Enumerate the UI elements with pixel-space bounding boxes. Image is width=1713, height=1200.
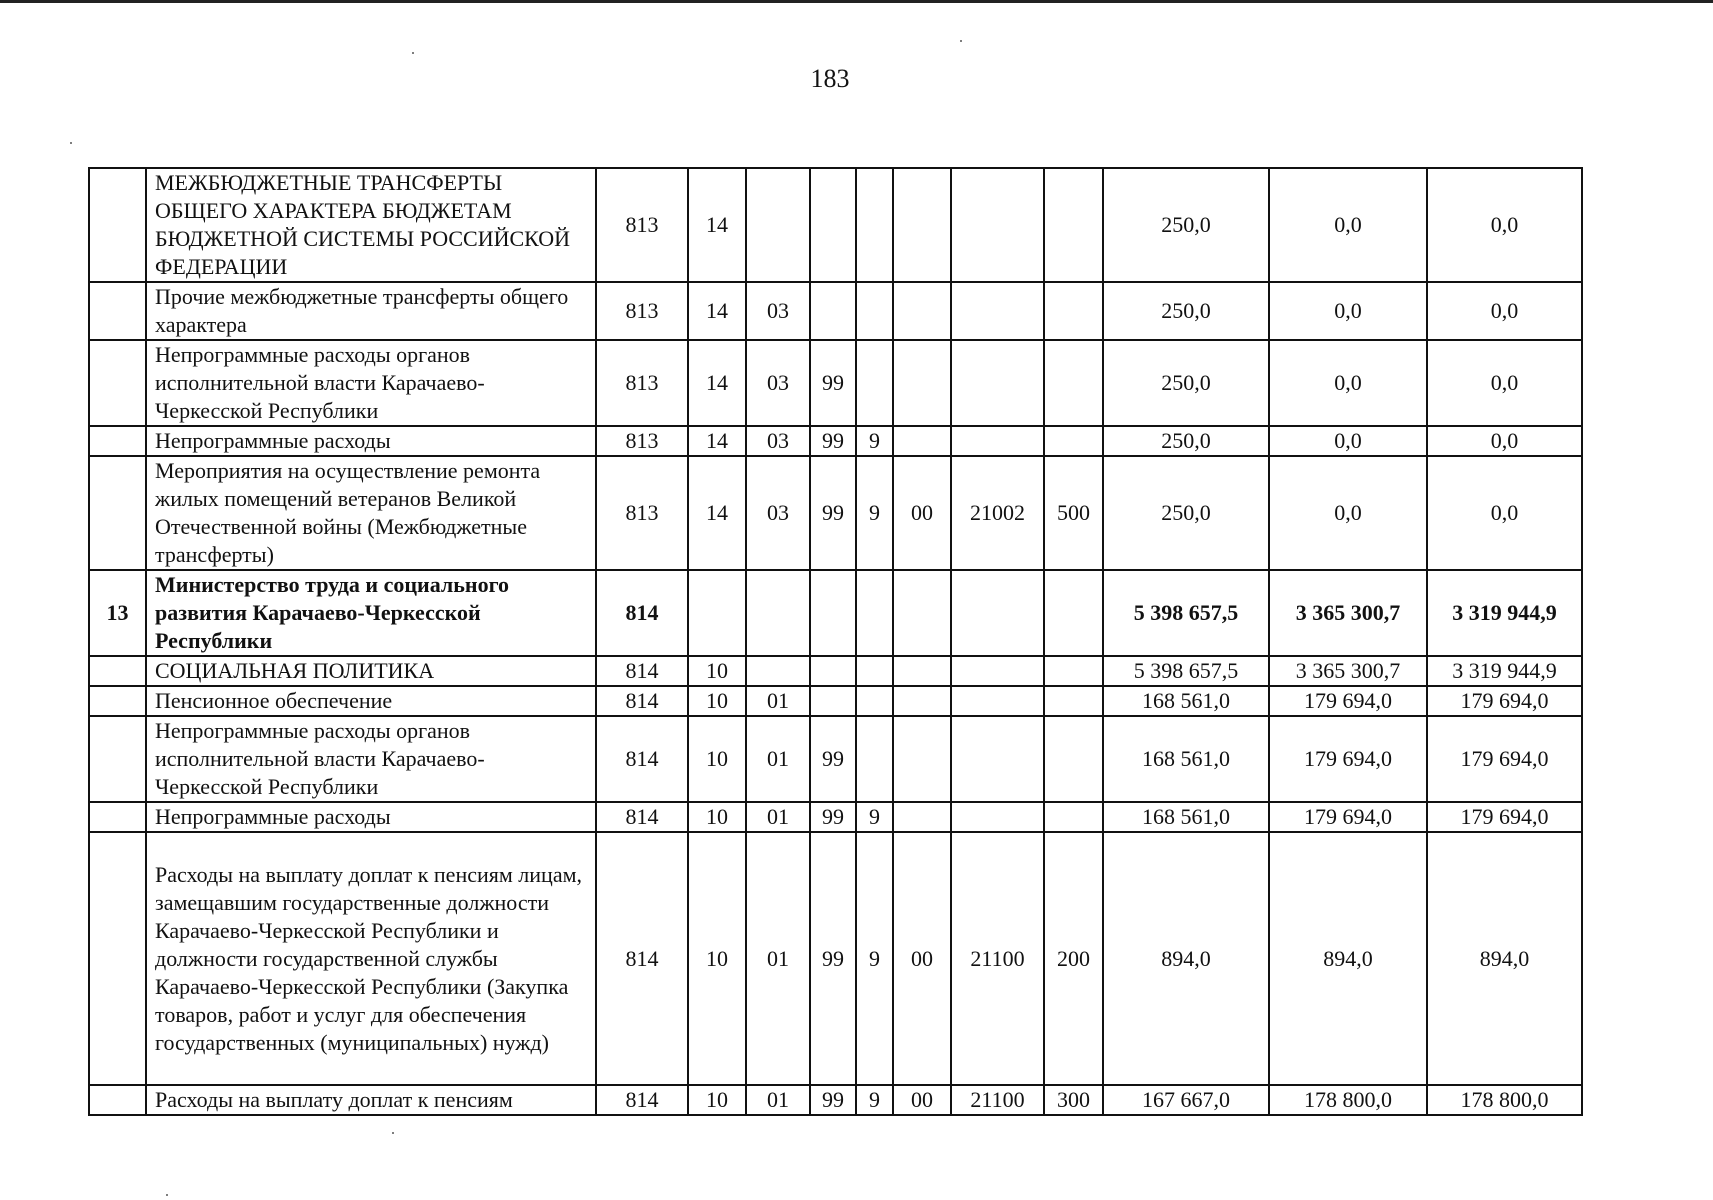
code-group: 00 (893, 456, 951, 570)
amount-year-2: 3 365 300,7 (1269, 570, 1427, 656)
amount-year-2: 178 800,0 (1269, 1085, 1427, 1115)
code-ministry: 814 (596, 802, 688, 832)
code-section: 14 (688, 426, 746, 456)
amount-year-1: 250,0 (1103, 426, 1269, 456)
code-subprogram: 9 (856, 426, 893, 456)
row-name: Прочие межбюджетные трансферты общего характера (146, 282, 596, 340)
code-ministry: 814 (596, 716, 688, 802)
code-subprogram (856, 340, 893, 426)
code-section: 10 (688, 802, 746, 832)
code-group (893, 340, 951, 426)
row-name: Непрограммные расходы (146, 426, 596, 456)
scan-top-rule (0, 0, 1713, 3)
amount-year-3: 3 319 944,9 (1427, 570, 1582, 656)
amount-year-2: 0,0 (1269, 456, 1427, 570)
row-name: Непрограммные расходы (146, 802, 596, 832)
code-section: 14 (688, 168, 746, 282)
amount-year-3: 179 694,0 (1427, 716, 1582, 802)
amount-year-2: 0,0 (1269, 340, 1427, 426)
code-subsection: 03 (746, 426, 810, 456)
code-program (810, 656, 856, 686)
row-number (89, 340, 146, 426)
code-subprogram (856, 570, 893, 656)
code-article: 21100 (951, 1085, 1044, 1115)
code-expense-type: 500 (1044, 456, 1103, 570)
code-subprogram: 9 (856, 456, 893, 570)
amount-year-2: 0,0 (1269, 282, 1427, 340)
amount-year-3: 0,0 (1427, 456, 1582, 570)
code-subsection: 03 (746, 456, 810, 570)
code-group (893, 282, 951, 340)
table-row (89, 570, 1582, 656)
table-row (89, 716, 1582, 802)
code-section: 10 (688, 656, 746, 686)
amount-year-3: 0,0 (1427, 340, 1582, 426)
code-program (810, 686, 856, 716)
row-number (89, 456, 146, 570)
code-subprogram (856, 282, 893, 340)
row-number (89, 168, 146, 282)
code-program (810, 570, 856, 656)
amount-year-1: 250,0 (1103, 456, 1269, 570)
code-subsection: 01 (746, 686, 810, 716)
amount-year-2: 179 694,0 (1269, 716, 1427, 802)
code-section: 10 (688, 716, 746, 802)
code-section: 10 (688, 686, 746, 716)
scan-speck (960, 40, 962, 42)
page-number: 183 (810, 64, 850, 93)
code-article (951, 168, 1044, 282)
scan-speck (392, 1132, 394, 1134)
row-name: Расходы на выплату доплат к пенсиям лицам, замещавшим государственные должности Карачаево-Черкесской Республики и должности государственной службы Карачаево-Черкесской Республики (Закупка товаров, работ и услуг для обеспечения государственных (муниципальных) нужд) (146, 832, 596, 1085)
code-group (893, 656, 951, 686)
code-subsection (746, 570, 810, 656)
code-group (893, 686, 951, 716)
amount-year-1: 894,0 (1103, 832, 1269, 1085)
code-section: 14 (688, 340, 746, 426)
code-ministry: 813 (596, 340, 688, 426)
row-number (89, 282, 146, 340)
row-number (89, 832, 146, 1085)
code-ministry: 814 (596, 1085, 688, 1115)
row-name: Пенсионное обеспечение (146, 686, 596, 716)
code-ministry: 813 (596, 456, 688, 570)
code-article (951, 686, 1044, 716)
table-row (89, 686, 1582, 716)
row-name: МЕЖБЮДЖЕТНЫЕ ТРАНСФЕРТЫ ОБЩЕГО ХАРАКТЕРА БЮДЖЕТАМ БЮДЖЕТНОЙ СИСТЕМЫ РОССИЙСКОЙ ФЕДЕРАЦИИ (146, 168, 596, 282)
code-group (893, 716, 951, 802)
scan-speck (412, 52, 414, 54)
code-expense-type (1044, 656, 1103, 686)
code-subsection: 01 (746, 1085, 810, 1115)
amount-year-2: 3 365 300,7 (1269, 656, 1427, 686)
amount-year-1: 250,0 (1103, 282, 1269, 340)
amount-year-3: 0,0 (1427, 282, 1582, 340)
amount-year-3: 894,0 (1427, 832, 1582, 1085)
row-number (89, 716, 146, 802)
table-row (89, 168, 1582, 282)
code-subprogram (856, 686, 893, 716)
code-program: 99 (810, 802, 856, 832)
row-number (89, 1085, 146, 1115)
code-subprogram (856, 716, 893, 802)
amount-year-3: 0,0 (1427, 168, 1582, 282)
code-program: 99 (810, 716, 856, 802)
code-subprogram: 9 (856, 1085, 893, 1115)
code-program: 99 (810, 1085, 856, 1115)
amount-year-1: 5 398 657,5 (1103, 656, 1269, 686)
code-article (951, 570, 1044, 656)
amount-year-1: 168 561,0 (1103, 716, 1269, 802)
code-article: 21002 (951, 456, 1044, 570)
code-subprogram (856, 168, 893, 282)
code-expense-type (1044, 716, 1103, 802)
code-program: 99 (810, 456, 856, 570)
code-ministry: 813 (596, 282, 688, 340)
code-article: 21100 (951, 832, 1044, 1085)
code-subprogram: 9 (856, 832, 893, 1085)
table-row (89, 426, 1582, 456)
code-expense-type: 200 (1044, 832, 1103, 1085)
code-ministry: 813 (596, 168, 688, 282)
code-article (951, 716, 1044, 802)
amount-year-3: 3 319 944,9 (1427, 656, 1582, 686)
table-row (89, 802, 1582, 832)
table-row (89, 832, 1582, 1085)
row-number (89, 686, 146, 716)
code-ministry: 814 (596, 686, 688, 716)
code-program (810, 282, 856, 340)
row-name: СОЦИАЛЬНАЯ ПОЛИТИКА (146, 656, 596, 686)
budget-table (88, 167, 1583, 1116)
code-subprogram: 9 (856, 802, 893, 832)
code-subsection: 03 (746, 282, 810, 340)
code-subsection (746, 168, 810, 282)
code-article (951, 340, 1044, 426)
row-number (89, 656, 146, 686)
table-row (89, 656, 1582, 686)
code-section: 14 (688, 282, 746, 340)
code-expense-type (1044, 168, 1103, 282)
code-expense-type (1044, 802, 1103, 832)
row-number (89, 426, 146, 456)
row-name: Непрограммные расходы органов исполнительной власти Карачаево-Черкесской Республики (146, 716, 596, 802)
code-expense-type (1044, 686, 1103, 716)
code-article (951, 802, 1044, 832)
scan-speck (70, 142, 72, 144)
code-group (893, 426, 951, 456)
amount-year-2: 0,0 (1269, 168, 1427, 282)
code-program (810, 168, 856, 282)
table-row (89, 282, 1582, 340)
code-ministry: 814 (596, 832, 688, 1085)
amount-year-2: 179 694,0 (1269, 686, 1427, 716)
code-subprogram (856, 656, 893, 686)
code-subsection: 01 (746, 716, 810, 802)
row-name: Непрограммные расходы органов исполнительной власти Карачаево-Черкесской Республики (146, 340, 596, 426)
code-ministry: 813 (596, 426, 688, 456)
amount-year-1: 167 667,0 (1103, 1085, 1269, 1115)
amount-year-1: 5 398 657,5 (1103, 570, 1269, 656)
code-subsection: 03 (746, 340, 810, 426)
code-program: 99 (810, 426, 856, 456)
code-expense-type: 300 (1044, 1085, 1103, 1115)
amount-year-3: 179 694,0 (1427, 686, 1582, 716)
code-expense-type (1044, 570, 1103, 656)
code-program: 99 (810, 340, 856, 426)
code-subsection: 01 (746, 802, 810, 832)
code-expense-type (1044, 340, 1103, 426)
amount-year-2: 894,0 (1269, 832, 1427, 1085)
code-section: 14 (688, 456, 746, 570)
code-expense-type (1044, 426, 1103, 456)
amount-year-1: 250,0 (1103, 340, 1269, 426)
code-program: 99 (810, 832, 856, 1085)
row-number (89, 802, 146, 832)
table-row (89, 340, 1582, 426)
amount-year-1: 250,0 (1103, 168, 1269, 282)
amount-year-1: 168 561,0 (1103, 802, 1269, 832)
code-expense-type (1044, 282, 1103, 340)
row-name: Министерство труда и социального развития Карачаево-Черкесской Республики (146, 570, 596, 656)
code-section (688, 570, 746, 656)
amount-year-3: 178 800,0 (1427, 1085, 1582, 1115)
amount-year-2: 179 694,0 (1269, 802, 1427, 832)
code-group (893, 570, 951, 656)
code-group: 00 (893, 832, 951, 1085)
code-article (951, 656, 1044, 686)
code-subsection: 01 (746, 832, 810, 1085)
code-group (893, 802, 951, 832)
code-section: 10 (688, 832, 746, 1085)
code-article (951, 426, 1044, 456)
code-group: 00 (893, 1085, 951, 1115)
amount-year-3: 179 694,0 (1427, 802, 1582, 832)
code-article (951, 282, 1044, 340)
code-section: 10 (688, 1085, 746, 1115)
row-name: Мероприятия на осуществление ремонта жилых помещений ветеранов Великой Отечественной войны (Межбюджетные трансферты) (146, 456, 596, 570)
code-group (893, 168, 951, 282)
table-row (89, 1085, 1582, 1115)
amount-year-1: 168 561,0 (1103, 686, 1269, 716)
code-ministry: 814 (596, 570, 688, 656)
amount-year-2: 0,0 (1269, 426, 1427, 456)
row-name: Расходы на выплату доплат к пенсиям (146, 1085, 596, 1115)
code-subsection (746, 656, 810, 686)
row-number: 13 (89, 570, 146, 656)
scan-speck (166, 1194, 168, 1196)
code-ministry: 814 (596, 656, 688, 686)
table-row (89, 456, 1582, 570)
amount-year-3: 0,0 (1427, 426, 1582, 456)
